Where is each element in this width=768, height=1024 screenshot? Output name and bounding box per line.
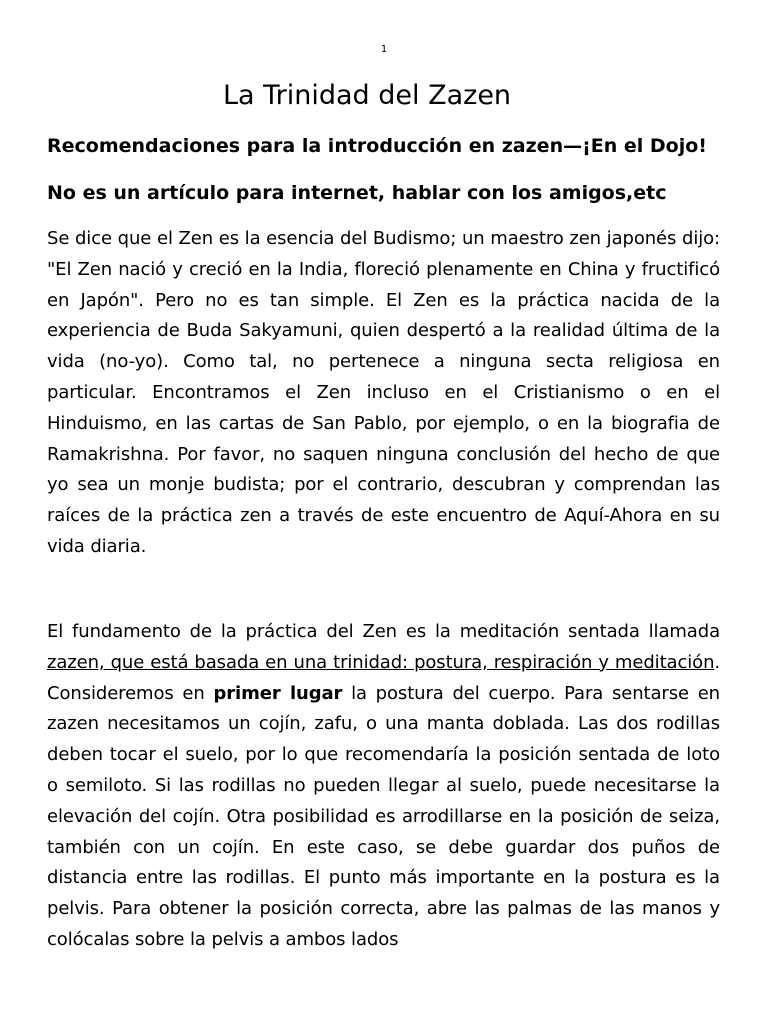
- paragraph-text: El fundamento de la práctica del Zen es la meditación sentada llamada: [47, 621, 720, 642]
- subtitle-recommendations: Recomendaciones para la introducción en zazen—¡En el Dojo!: [47, 135, 707, 157]
- bold-first-place: primer lugar: [213, 682, 343, 704]
- subtitle-not-for-internet: No es un artículo para internet, hablar con los amigos,etc: [47, 182, 667, 204]
- underlined-trinity-text: zazen, que está basada en una trinidad: postura, respiración y meditación: [47, 651, 715, 673]
- document-title: La Trinidad del Zazen: [222, 80, 512, 111]
- paragraph-text: la postura del cuerpo. Para sentarse en zazen necesitamos un cojín, zafu, o una manta doblada. Las dos rodillas deben tocar el suelo, por lo que recomendaría la posición sentada de loto o semiloto. Si las rodillas no pueden llegar al suelo, puede necesitarse la elevación del cojín. Otra posibilidad es arrodillarse en la posición de seiza, también con un cojín. En este caso, se debe guardar dos puños de distancia entre las rodillas. El punto más importante en la postura es la pelvis. Para obtener la posición correcta, abre las palmas de las manos y colócalas sobre la pelvis a ambos lados: [47, 682, 720, 950]
- paragraph-zen-essence: Se dice que el Zen es la esencia del Budismo; un maestro zen japonés dijo: "El Zen nació y creció en la India, floreció plenamente en China y fructificó en Japón". Pero no es tan simple. El Zen es la práctica nacida de la experiencia de Buda Sakyamuni, quien despertó a la realidad última de la vida (no-yo). Como tal, no pertenece a ninguna secta religiosa en particular. Encontramos el Zen incluso en el Cristianismo o en el Hinduismo, en las cartas de San Pablo, por ejemplo, o en la biografia de Ramakrishna. Por favor, no saquen ninguna conclusión del hecho de que yo sea un monje budista; por el contrario, descubran y comprendan las raíces de la práctica zen a través de este encuentro de Aquí-Ahora en su vida diaria.: [47, 228, 720, 557]
- page-number: 1: [380, 44, 388, 55]
- paragraph-text: . Consideremos en: [47, 651, 720, 704]
- paragraph-zazen-foundation: [47, 617, 720, 957]
